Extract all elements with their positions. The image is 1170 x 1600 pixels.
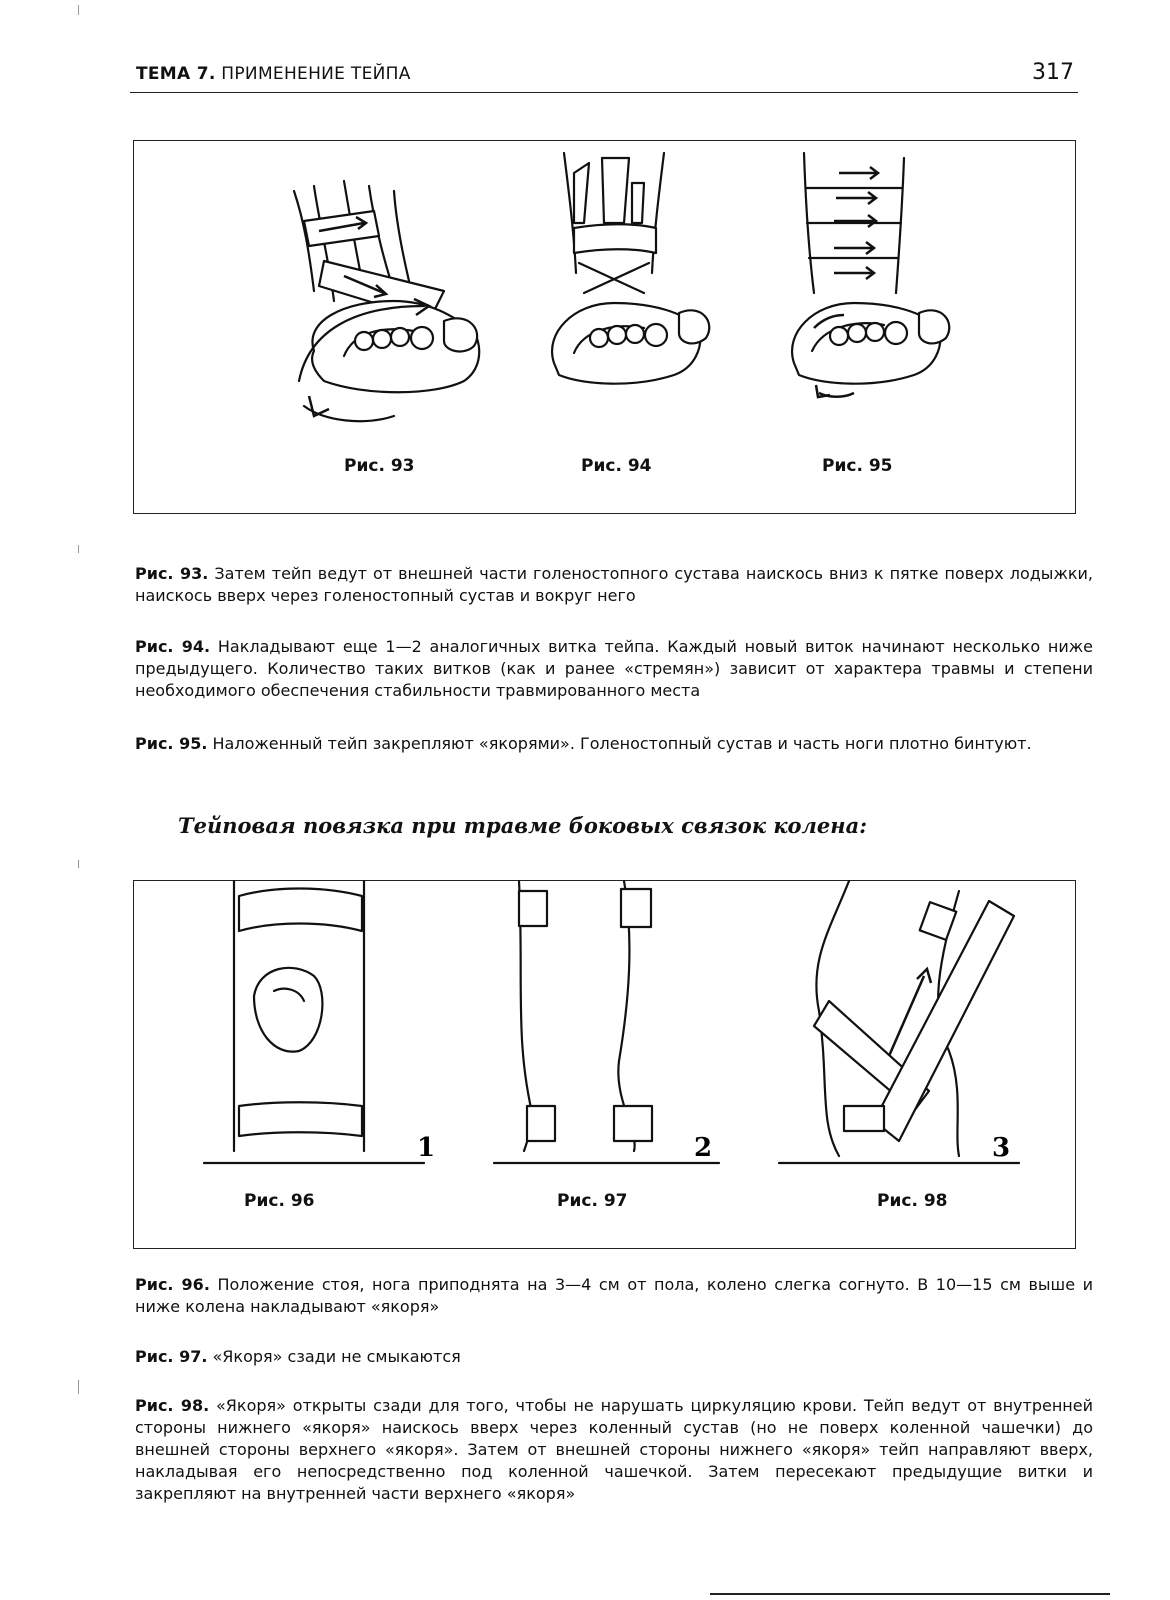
margin-mark bbox=[78, 5, 79, 15]
caption-94-ref: Рис. 94. bbox=[135, 637, 211, 656]
caption-93-ref: Рис. 93. bbox=[135, 564, 209, 583]
knee-figures-panel bbox=[133, 880, 1076, 1249]
caption-96-ref: Рис. 96. bbox=[135, 1275, 210, 1294]
caption-97-ref: Рис. 97. bbox=[135, 1347, 208, 1366]
caption-95 bbox=[135, 733, 1093, 755]
caption-96 bbox=[135, 1274, 1093, 1318]
bottom-rule bbox=[710, 1593, 1110, 1595]
caption-97-text: «Якоря» сзади не смыкаются bbox=[207, 1347, 461, 1366]
margin-mark bbox=[78, 860, 79, 868]
figure-97-label: Рис. 97 bbox=[557, 1191, 628, 1211]
caption-93 bbox=[135, 563, 1093, 607]
caption-95-ref: Рис. 95. bbox=[135, 734, 208, 753]
chapter-name: ПРИМЕНЕНИЕ ТЕЙПА bbox=[215, 64, 411, 84]
figure-93-label: Рис. 93 bbox=[344, 456, 415, 476]
caption-98 bbox=[135, 1395, 1093, 1505]
figure-96-number: 1 bbox=[417, 1133, 436, 1163]
caption-95-text: Наложенный тейп закрепляют «якорями». Голеностопный сустав и часть ноги плотно бинтуют. bbox=[207, 734, 1032, 753]
caption-98-text: «Якоря» открыты сзади для того, чтобы не нарушать циркуляцию крови. Тейп ведут от внутренней стороны нижнего «якоря» наискось вверх через коленный сустав (но не поверх коленной чашечки) до внешней стороны верхнего «якоря». Затем от внешней стороны нижнего «якоря» тейп направляют вверх, накладывая его непосредственно под коленной чашечкой. Затем пересекают предыдущие витки и закрепляют на внутренней части верхнего «якоря» bbox=[135, 1396, 1093, 1503]
figure-94-label: Рис. 94 bbox=[581, 456, 652, 476]
caption-94 bbox=[135, 636, 1093, 702]
caption-96-text: Положение стоя, нога приподнята на 3—4 см от пола, колено слегка согнуто. В 10—15 см выше и ниже колена накладывают «якоря» bbox=[135, 1275, 1094, 1316]
margin-mark bbox=[78, 545, 79, 553]
page-number: 317 bbox=[1032, 60, 1074, 85]
section-title: Тейповая повязка при травме боковых связок колена: bbox=[178, 813, 867, 838]
margin-mark bbox=[78, 1380, 79, 1394]
figure-96-label: Рис. 96 bbox=[244, 1191, 315, 1211]
figure-98-label: Рис. 98 bbox=[877, 1191, 948, 1211]
chapter-title bbox=[136, 64, 411, 84]
ankle-figures-panel bbox=[133, 140, 1076, 514]
caption-98-ref: Рис. 98. bbox=[135, 1396, 210, 1415]
caption-93-text: Затем тейп ведут от внешней части голеностопного сустава наискось вниз к пятке поверх лодыжки, наискось вверх через голеностопный сустав и вокруг него bbox=[135, 564, 1094, 605]
chapter-number: ТЕМА 7. bbox=[136, 64, 216, 84]
running-header bbox=[130, 58, 1078, 93]
figure-95-label: Рис. 95 bbox=[822, 456, 893, 476]
caption-97 bbox=[135, 1346, 1093, 1368]
caption-94-text: Накладывают еще 1—2 аналогичных витка тейпа. Каждый новый виток начинают несколько ниже предыдущего. Количество таких витков (как и ранее «стремян») зависит от характера травмы и степени необходимого обеспечения стабильности травмированного места bbox=[135, 637, 1093, 700]
figure-97-number: 2 bbox=[694, 1133, 713, 1163]
figure-98-number: 3 bbox=[992, 1133, 1011, 1163]
